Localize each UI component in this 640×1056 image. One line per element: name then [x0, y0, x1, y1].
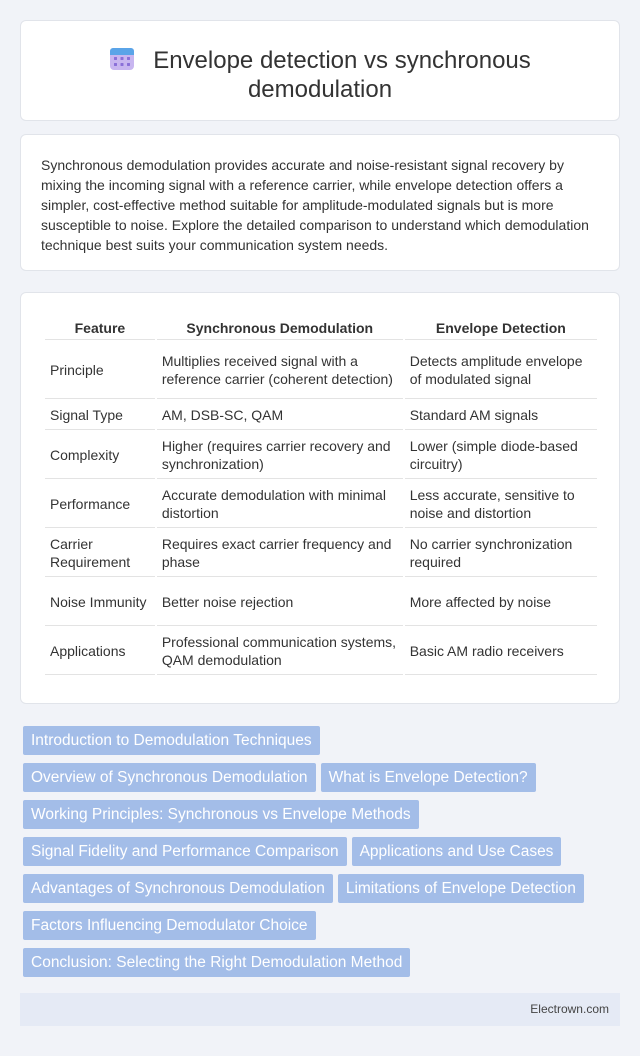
table-cell: Professional communication systems, QAM demodulation	[157, 628, 403, 675]
intro-card	[20, 134, 620, 271]
topic-row	[23, 726, 623, 763]
table-cell: Less accurate, sensitive to noise and distortion	[405, 481, 597, 528]
topic-link-overview-synchronous[interactable]: Overview of Synchronous Demodulation	[23, 763, 316, 792]
comparison-card	[20, 292, 620, 704]
topic-links	[23, 726, 623, 985]
table-row	[45, 628, 597, 675]
table-row	[45, 530, 597, 577]
footer-site-link[interactable]: Electrown.com	[530, 1002, 609, 1016]
table-cell: Principle	[45, 342, 155, 399]
table-cell: Applications	[45, 628, 155, 675]
table-cell: Detects amplitude envelope of modulated signal	[405, 342, 597, 399]
table-header-row	[45, 316, 597, 340]
topic-link-introduction[interactable]: Introduction to Demodulation Techniques	[23, 726, 320, 755]
table-cell: Multiplies received signal with a reference carrier (coherent detection)	[157, 342, 403, 399]
table-cell: More affected by noise	[405, 579, 597, 626]
table-cell: Accurate demodulation with minimal distortion	[157, 481, 403, 528]
table-cell: Higher (requires carrier recovery and synchronization)	[157, 432, 403, 479]
table-cell: No carrier synchronization required	[405, 530, 597, 577]
table-cell: Noise Immunity	[45, 579, 155, 626]
topic-row	[23, 763, 623, 800]
topic-link-working-principles[interactable]: Working Principles: Synchronous vs Envelope Methods	[23, 800, 419, 829]
table-cell: Basic AM radio receivers	[405, 628, 597, 675]
table-cell: Signal Type	[45, 401, 155, 430]
topic-link-factors[interactable]: Factors Influencing Demodulator Choice	[23, 911, 316, 940]
table-cell: Performance	[45, 481, 155, 528]
table-cell: Requires exact carrier frequency and phase	[157, 530, 403, 577]
page-title	[21, 45, 619, 104]
intro-text: Synchronous demodulation provides accurate and noise-resistant signal recovery by mixing the incoming signal with a reference carrier, while envelope detection offers a simpler, cost-effective method suitable for amplitude-modulated signals but is more susceptible to noise. Explore the detailed comparison to understand which demodulation technique best suits your communication system needs.	[41, 157, 589, 253]
topic-link-envelope-detection[interactable]: What is Envelope Detection?	[321, 763, 536, 792]
table-row	[45, 481, 597, 528]
topic-link-advantages[interactable]: Advantages of Synchronous Demodulation	[23, 874, 333, 903]
table-cell: Carrier Requirement	[45, 530, 155, 577]
topic-link-limitations[interactable]: Limitations of Envelope Detection	[338, 874, 584, 903]
header-feature: Feature	[45, 316, 155, 340]
topic-row	[23, 800, 623, 837]
topic-link-signal-fidelity[interactable]: Signal Fidelity and Performance Comparison	[23, 837, 347, 866]
title-line-2: demodulation	[247, 76, 393, 103]
comparison-table	[43, 314, 599, 677]
table-cell: Standard AM signals	[405, 401, 597, 430]
topic-link-conclusion[interactable]: Conclusion: Selecting the Right Demodulation Method	[23, 948, 410, 977]
topic-row	[23, 911, 623, 948]
header-envelope: Envelope Detection	[405, 316, 597, 340]
table-cell: AM, DSB-SC, QAM	[157, 401, 403, 430]
table-cell: Better noise rejection	[157, 579, 403, 626]
title-line-1: Envelope detection vs synchronous	[153, 47, 531, 74]
calendar-grid-icon	[109, 45, 135, 71]
topic-row	[23, 837, 623, 874]
header-synchronous: Synchronous Demodulation	[157, 316, 403, 340]
footer	[20, 993, 620, 1026]
table-row	[45, 579, 597, 626]
table-row	[45, 342, 597, 399]
table-cell: Complexity	[45, 432, 155, 479]
topic-link-applications[interactable]: Applications and Use Cases	[352, 837, 562, 866]
title-card	[20, 20, 620, 121]
topic-row	[23, 948, 623, 985]
table-row	[45, 432, 597, 479]
table-cell: Lower (simple diode-based circuitry)	[405, 432, 597, 479]
topic-row	[23, 874, 623, 911]
table-row	[45, 401, 597, 430]
